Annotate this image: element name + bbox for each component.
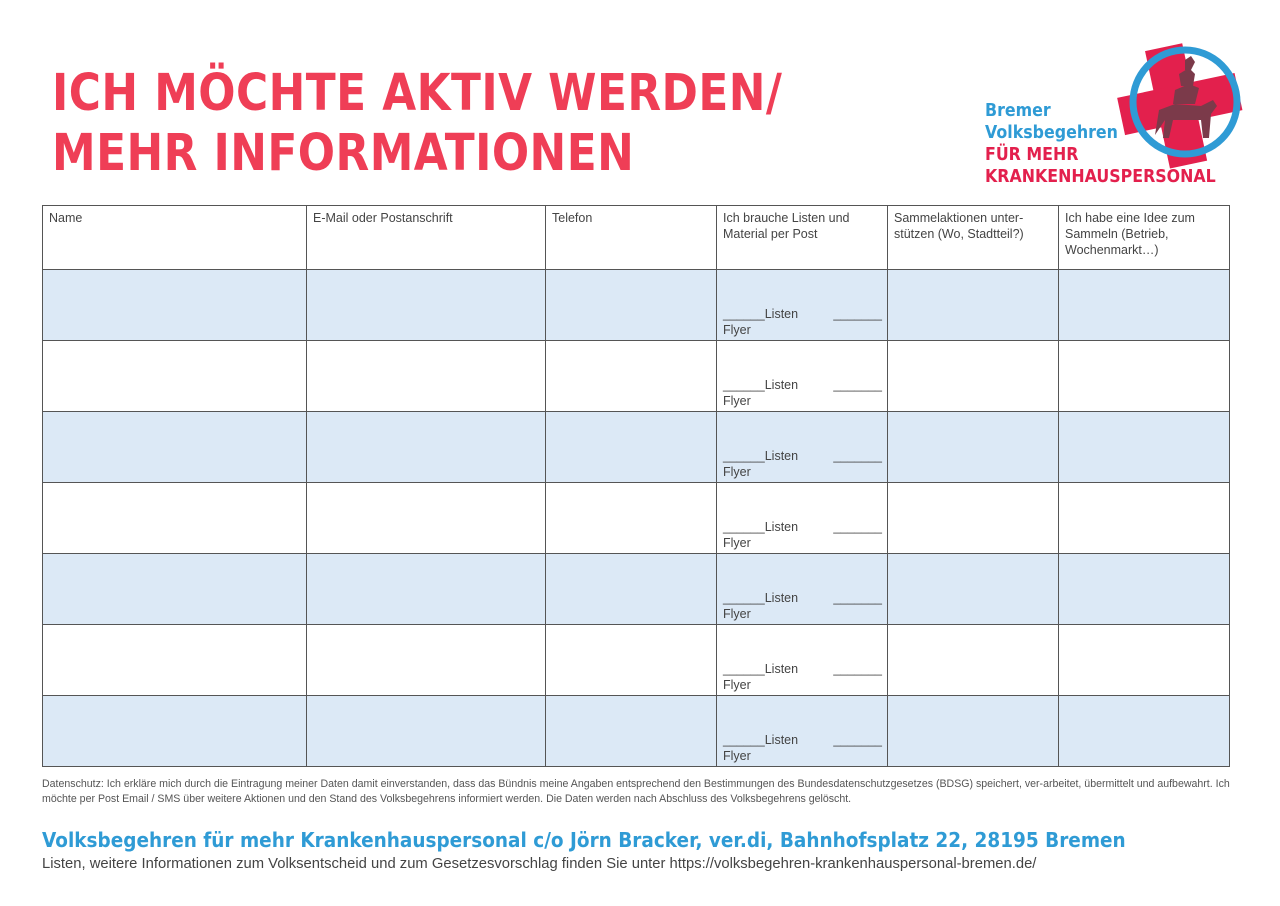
phone-cell[interactable]	[546, 270, 717, 341]
flyer-blank: _______	[833, 733, 882, 747]
material-request	[717, 590, 887, 624]
listen-blank: ______Listen	[723, 520, 799, 534]
material-request	[717, 661, 887, 695]
title-line-2: MEHR INFORMATIONEN	[52, 124, 635, 183]
contact-cell[interactable]	[307, 696, 546, 767]
support-cell[interactable]	[888, 483, 1059, 554]
table-row	[43, 696, 1230, 767]
name-cell[interactable]	[43, 625, 307, 696]
flyer-blank: _______	[833, 449, 882, 463]
column-header-material: Ich brauche Listen und Material per Post	[717, 206, 888, 270]
campaign-logo	[985, 40, 1245, 190]
website-info: Listen, weitere Informationen zum Volksentscheid und zum Gesetzesvorschlag finden Sie unter https://volksbegehren-krankenhauspersonal-bremen.de/	[42, 856, 1037, 872]
table-row	[43, 412, 1230, 483]
name-cell[interactable]	[43, 341, 307, 412]
listen-blank: ______Listen	[723, 662, 799, 676]
material-cell[interactable]	[717, 554, 888, 625]
column-header-phone: Telefon	[546, 206, 717, 270]
column-header-idea: Ich habe eine Idee zum Sammeln (Betrieb, Wochenmarkt…)	[1059, 206, 1230, 270]
contact-cell[interactable]	[307, 625, 546, 696]
column-header-support: Sammelaktionen unter-stützen (Wo, Stadtteil?)	[888, 206, 1059, 270]
name-cell[interactable]	[43, 412, 307, 483]
listen-blank: ______Listen	[723, 307, 799, 321]
contact-cell[interactable]	[307, 412, 546, 483]
page-title	[52, 64, 782, 184]
phone-cell[interactable]	[546, 341, 717, 412]
table-row	[43, 341, 1230, 412]
table-row	[43, 625, 1230, 696]
name-cell[interactable]	[43, 696, 307, 767]
flyer-blank: _______	[833, 520, 882, 534]
listen-blank: ______Listen	[723, 733, 799, 747]
material-line	[723, 590, 882, 606]
material-cell[interactable]	[717, 696, 888, 767]
support-cell[interactable]	[888, 341, 1059, 412]
flyer-blank: _______	[833, 662, 882, 676]
phone-cell[interactable]	[546, 554, 717, 625]
material-line	[723, 377, 882, 393]
contact-address: Volksbegehren für mehr Krankenhauspersonal c/o Jörn Bracker, ver.di, Bahnhofsplatz 22, 28195 Bremen	[42, 828, 1126, 852]
idea-cell[interactable]	[1059, 483, 1230, 554]
name-cell[interactable]	[43, 483, 307, 554]
support-cell[interactable]	[888, 554, 1059, 625]
flyer-label: Flyer	[723, 749, 751, 763]
listen-blank: ______Listen	[723, 378, 799, 392]
logo-wordmark	[985, 100, 1247, 188]
flyer-blank: _______	[833, 591, 882, 605]
table-row	[43, 554, 1230, 625]
listen-blank: ______Listen	[723, 449, 799, 463]
flyer-label: Flyer	[723, 678, 751, 692]
idea-cell[interactable]	[1059, 270, 1230, 341]
flyer-label: Flyer	[723, 536, 751, 550]
logo-line-4: KRANKENHAUSPERSONAL	[985, 166, 1216, 187]
name-cell[interactable]	[43, 554, 307, 625]
material-line	[723, 519, 882, 535]
flyer-label: Flyer	[723, 394, 751, 408]
idea-cell[interactable]	[1059, 554, 1230, 625]
material-cell[interactable]	[717, 270, 888, 341]
column-header-name: Name	[43, 206, 307, 270]
idea-cell[interactable]	[1059, 341, 1230, 412]
material-cell[interactable]	[717, 483, 888, 554]
column-header-contact: E-Mail oder Postanschrift	[307, 206, 546, 270]
contact-cell[interactable]	[307, 270, 546, 341]
logo-line-1: Bremer	[985, 100, 1051, 121]
support-cell[interactable]	[888, 270, 1059, 341]
material-cell[interactable]	[717, 625, 888, 696]
material-line	[723, 306, 882, 322]
idea-cell[interactable]	[1059, 625, 1230, 696]
logo-line-3: FÜR MEHR	[985, 144, 1079, 165]
support-cell[interactable]	[888, 412, 1059, 483]
material-line	[723, 661, 882, 677]
phone-cell[interactable]	[546, 412, 717, 483]
name-cell[interactable]	[43, 270, 307, 341]
material-request	[717, 306, 887, 340]
contact-cell[interactable]	[307, 554, 546, 625]
contact-cell[interactable]	[307, 483, 546, 554]
support-cell[interactable]	[888, 696, 1059, 767]
privacy-notice: Datenschutz: Ich erkläre mich durch die Eintragung meiner Daten damit einverstanden, dass das Bündnis meine Angaben entsprechend den Bestimmungen des Bundesdatenschutzgesetzes (BDSG) speichert, ver-arbeitet, übermittelt und aufbewahrt. Ich möchte per Post Email / SMS über weitere Aktionen und den Stand des Volksbegehrens informiert werden. Die Daten werden nach Abschluss des Volksbegehrens gelöscht.	[42, 778, 1230, 805]
table-row	[43, 483, 1230, 554]
material-request	[717, 732, 887, 766]
logo-line-2: Volksbegehren	[985, 122, 1118, 143]
idea-cell[interactable]	[1059, 412, 1230, 483]
material-cell[interactable]	[717, 412, 888, 483]
title-line-1: ICH MÖCHTE AKTIV WERDEN/	[52, 64, 783, 123]
table-body	[43, 270, 1230, 767]
material-line	[723, 448, 882, 464]
flyer-blank: _______	[833, 307, 882, 321]
signup-table	[42, 205, 1230, 767]
header-row	[43, 206, 1230, 270]
support-cell[interactable]	[888, 625, 1059, 696]
table-row	[43, 270, 1230, 341]
material-cell[interactable]	[717, 341, 888, 412]
material-request	[717, 519, 887, 553]
flyer-blank: _______	[833, 378, 882, 392]
contact-cell[interactable]	[307, 341, 546, 412]
material-request	[717, 448, 887, 482]
flyer-label: Flyer	[723, 607, 751, 621]
phone-cell[interactable]	[546, 625, 717, 696]
flyer-label: Flyer	[723, 323, 751, 337]
listen-blank: ______Listen	[723, 591, 799, 605]
phone-cell[interactable]	[546, 696, 717, 767]
material-line	[723, 732, 882, 748]
phone-cell[interactable]	[546, 483, 717, 554]
flyer-label: Flyer	[723, 465, 751, 479]
idea-cell[interactable]	[1059, 696, 1230, 767]
material-request	[717, 377, 887, 411]
